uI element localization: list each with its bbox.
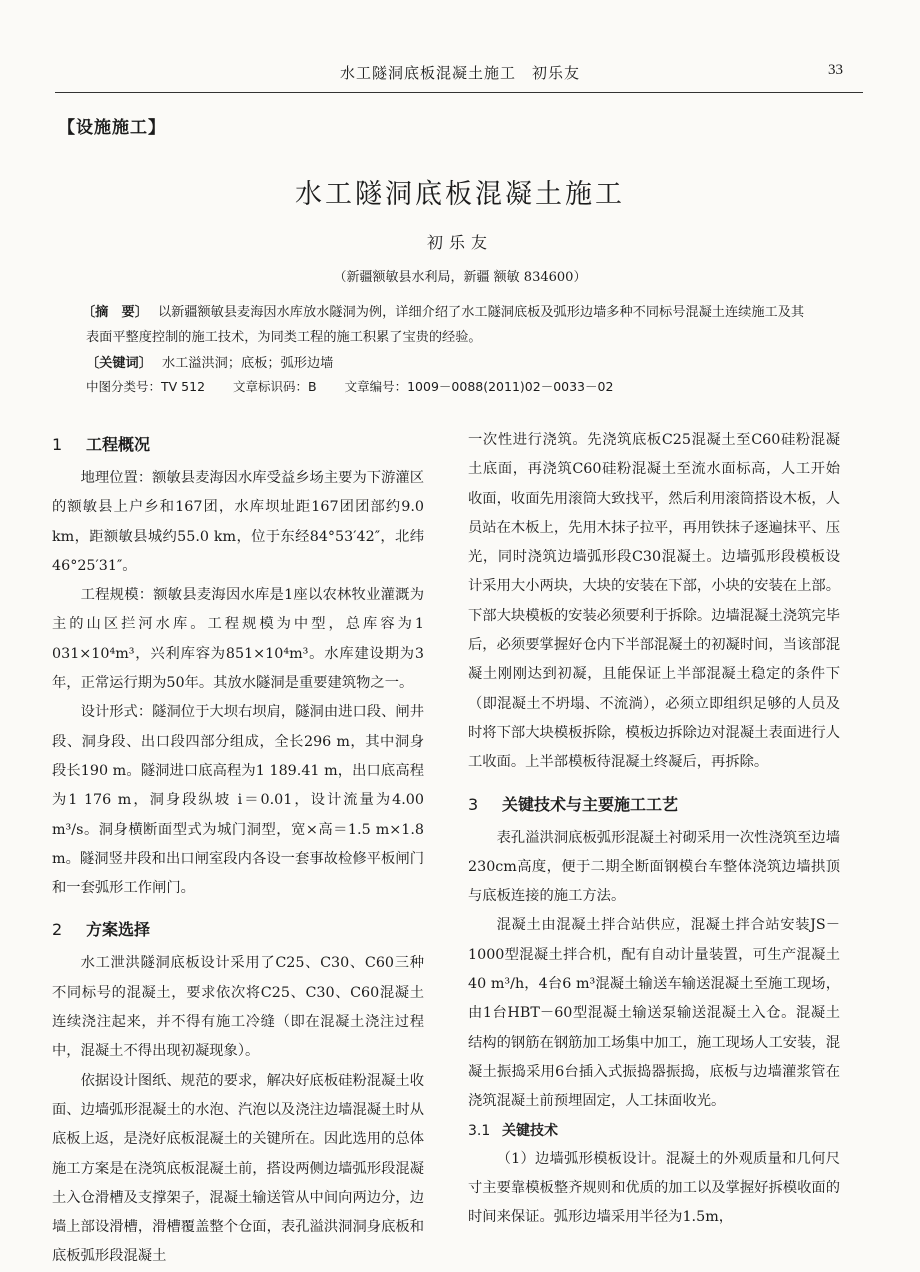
article-number: 文章编号：1009－0088(2011)02－0033－02 <box>344 379 614 394</box>
paper-title: 水工隧洞底板混凝土施工 <box>295 179 625 210</box>
keywords <box>86 351 816 376</box>
paragraph: 一次性进行浇筑。先浇筑底板C25混凝土至C60硅粉混凝土底面，再浇筑C60硅粉混凝土至流水面标高，人工开始收面，收面先用滚筒大致找平，然后利用滚筒搭设木板，人员站在木板上，先用木抹子拉平，再用铁抹子逐遍抹平、压光，同时浇筑边墙弧形段C30混凝土。边墙弧形段模板设计采用大小两块，大块的安装在下部，小块的安装在上部。下部大块模板的安装必须要利于拆除。边墙混凝土浇筑完毕后，必须要掌握好仓内下半部混凝土的初凝时间，当该部混凝土刚刚达到初凝，且能保证上半部混凝土稳定的条件下（即混凝土不坍塌、不流淌），必须立即组织足够的人员及时将下部大块模板拆除，模板边拆除边对混凝土表面进行人工收面。上半部模板待混凝土终凝后，再拆除。 <box>468 432 840 771</box>
running-title: 水工隧洞底板混凝土施工 初乐友 <box>339 64 580 82</box>
paragraph: 混凝土由混凝土拌合站供应，混凝土拌合站安装JS－1000型混凝土拌合机，配有自动计量装置，可生产混凝土40 m³/h，4台6 m³混凝土输送车输送混凝土至施工现场，由1台HBT－60型混凝土输送泵输送混凝土入仓。混凝土结构的钢筋在钢筋加工场集中加工，施工现场人工安装，混凝土振捣采用6台插入式振捣器振捣，底板与边墙灌浆管在浇筑混凝土前预埋固定，人工抹面收光。 <box>468 917 840 1110</box>
section-tag: 【设施施工】 <box>58 118 166 138</box>
paragraph: 水工泄洪隧洞底板设计采用了C25、C30、C60三种不同标号的混凝土，要求依次将C25、C30、C60混凝土连续浇注起来，并不得有施工冷缝（即在混凝土浇注过程中，混凝土不得出现初凝现象）。 <box>52 955 424 1060</box>
paragraph: 工程规模：额敏县麦海因水库是1座以农林牧业灌溉为主的山区拦河水库。工程规模为中型，总库容为1 031×10⁴m³，兴利库容为851×10⁴m³。水库建设期为3年，正常运行期为50年。其放水隧洞是重要建筑物之一。 <box>52 587 424 692</box>
section-heading-2: 2 方案选择 <box>52 920 151 940</box>
abstract <box>82 300 816 350</box>
section-heading-3-1: 3.1 关键技术 <box>468 1122 558 1139</box>
abstract-label: 〔摘 要〕 <box>82 305 148 320</box>
right-column <box>468 426 840 1232</box>
page-number: 33 <box>828 62 843 78</box>
paragraph: 依据设计图纸、规范的要求，解决好底板硅粉混凝土收面、边墙弧形混凝土的水泡、汽泡以及浇注边墙混凝土时从底板上返，是浇好底板混凝土的关键所在。因此选用的总体施工方案是在浇筑底板混凝土前，搭设两侧边墙弧形段混凝土入仓滑槽及支撑架子，混凝土输送管从中间向两边分，边墙上部设滑槽，滑槽覆盖整个仓面，表孔溢洪洞洞身底板和底板弧形段混凝土 <box>52 1072 424 1265</box>
paragraph: 地理位置：额敏县麦海因水库受益乡场主要为下游灌区的额敏县上户乡和167团，水库坝址距167团团部约9.0 km，距额敏县城约55.0 km，位于东经84°53′42″，北纬46°25′31″。 <box>52 470 424 574</box>
section-heading-3: 3 关键技术与主要施工工艺 <box>468 794 679 814</box>
paper-affiliation: （新疆额敏县水利局，新疆 额敏 834600） <box>333 270 587 285</box>
paper-author: 初乐友 <box>426 233 493 252</box>
classification-line <box>86 377 641 395</box>
paragraph: （1）边墙弧形模板设计。混凝土的外观质量和几何尺寸主要靠模板整齐规则和优质的加工以及掌握好拆模收面的时间来保证。弧形边墙采用半径为1.5m， <box>468 1150 840 1226</box>
doc-code: 文章标识码：B <box>233 379 317 394</box>
paragraph: 表孔溢洪洞底板弧形混凝土衬砌采用一次性浇筑至边墙230cm高度，便于二期全断面钢模台车整体浇筑边墙拱顶与底板连接的施工方法。 <box>468 829 840 905</box>
keywords-label: 〔关键词〕 <box>86 356 152 371</box>
clc-number: 中图分类号：TV 512 <box>86 379 206 394</box>
keywords-text: 水工溢洪洞；底板；弧形边墙 <box>161 356 334 371</box>
abstract-text: 以新疆额敏县麦海因水库放水隧洞为例，详细介绍了水工隧洞底板及弧形边墙多种不同标号混凝土连续施工及其表面平整度控制的施工技术，为同类工程的施工积累了宝贵的经验。 <box>86 305 805 345</box>
header-rule <box>55 92 863 93</box>
section-heading-1: 1 工程概况 <box>52 435 151 454</box>
paragraph: 设计形式：隧洞位于大坝右坝肩，隧洞由进口段、闸井段、洞身段、出口段四部分组成，全长296 m，其中洞身段长190 m。隧洞进口底高程为1 189.41 m，出口底高程为1 176 m，洞身段纵坡 i＝0.01，设计流量为4.00 m³/s。洞身横断面型式为城门洞型，宽×高＝1.5 m×1.8 m。隧洞竖井段和出口闸室段内各设一套事故检修平板闸门和一套弧形工作闸门。 <box>52 704 424 897</box>
left-column <box>52 426 424 1272</box>
